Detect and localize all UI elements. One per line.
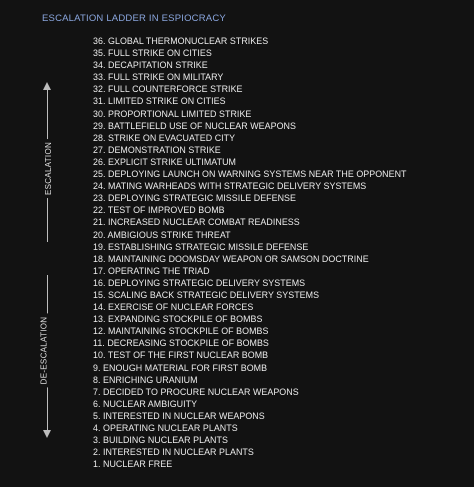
ladder-item: 11. DECREASING STOCKPILE OF BOMBS xyxy=(93,338,269,349)
ladder-item: 32. FULL COUNTERFORCE STRIKE xyxy=(93,84,243,95)
ladder-item: 1. NUCLEAR FREE xyxy=(93,459,173,470)
ladder-item: 31. LIMITED STRIKE ON CITIES xyxy=(93,96,226,107)
ladder-item: 7. DECIDED TO PROCURE NUCLEAR WEAPONS xyxy=(93,386,299,397)
ladder-item: 22. TEST OF IMPROVED BOMB xyxy=(93,205,225,216)
deescalation-arrow-down-icon xyxy=(43,430,51,438)
ladder-item: 3. BUILDING NUCLEAR PLANTS xyxy=(93,435,228,446)
ladder-item: 8. ENRICHING URANIUM xyxy=(93,374,198,385)
ladder-item: 10. TEST OF THE FIRST NUCLEAR BOMB xyxy=(93,350,269,361)
ladder-item: 25. DEPLOYING LAUNCH ON WARNING SYSTEMS NEAR THE OPPONENT xyxy=(93,169,407,180)
ladder-item: 6. NUCLEAR AMBIGUITY xyxy=(93,398,198,409)
ladder-item: 23. DEPLOYING STRATEGIC MISSILE DEFENSE xyxy=(93,193,297,204)
escalation-ladder-list xyxy=(93,35,407,470)
ladder-item: 5. INTERESTED IN NUCLEAR WEAPONS xyxy=(93,410,265,421)
deescalation-label: DE-ESCALATION xyxy=(39,314,48,388)
ladder-item: 29. BATTLEFIELD USE OF NUCLEAR WEAPONS xyxy=(93,120,296,131)
ladder-item: 15. SCALING BACK STRATEGIC DELIVERY SYSTEMS xyxy=(93,289,320,300)
ladder-item: 9. ENOUGH MATERIAL FOR FIRST BOMB xyxy=(93,362,268,373)
ladder-item: 33. FULL STRIKE ON MILITARY xyxy=(93,72,224,83)
ladder-item: 20. AMBIGIOUS STRIKE THREAT xyxy=(93,229,231,240)
ladder-item: 35. FULL STRIKE ON CITIES xyxy=(93,48,212,59)
ladder-item: 24. MATING WARHEADS WITH STRATEGIC DELIVERY SYSTEMS xyxy=(93,181,367,192)
ladder-item: 30. PROPORTIONAL LIMITED STRIKE xyxy=(93,108,252,119)
ladder-item: 2. INTERESTED IN NUCLEAR PLANTS xyxy=(93,447,254,458)
ladder-item: 34. DECAPITATION STRIKE xyxy=(93,60,208,71)
ladder-item: 12. MAINTAINING STOCKPILE OF BOMBS xyxy=(93,326,269,337)
escalation-label: ESCALATION xyxy=(44,139,53,198)
ladder-item: 18. MAINTAINING DOOMSDAY WEAPON OR SAMSON DOCTRINE xyxy=(93,253,369,264)
ladder-item: 27. DEMONSTRATION STRIKE xyxy=(93,144,221,155)
ladder-item: 36. GLOBAL THERMONUCLEAR STRIKES xyxy=(93,36,269,46)
ladder-item: 21. INCREASED NUCLEAR COMBAT READINESS xyxy=(93,217,300,228)
ladder-item: 28. STRIKE ON EVACUATED CITY xyxy=(93,132,236,143)
ladder-item: 4. OPERATING NUCLEAR PLANTS xyxy=(93,423,238,433)
ladder-item: 14. EXERCISE OF NUCLEAR FORCES xyxy=(93,302,254,313)
page-title: ESCALATION LADDER IN ESPIOCRACY xyxy=(42,13,226,24)
ladder-item: 13. EXPANDING STOCKPILE OF BOMBS xyxy=(93,314,263,325)
ladder-item: 19. ESTABLISHING STRATEGIC MISSILE DEFENSE xyxy=(93,241,309,252)
ladder-item: 17. OPERATING THE TRIAD xyxy=(93,265,210,276)
ladder-item: 26. EXPLICIT STRIKE ULTIMATUM xyxy=(93,156,236,167)
ladder-item: 16. DEPLOYING STRATEGIC DELIVERY SYSTEMS xyxy=(93,277,306,288)
